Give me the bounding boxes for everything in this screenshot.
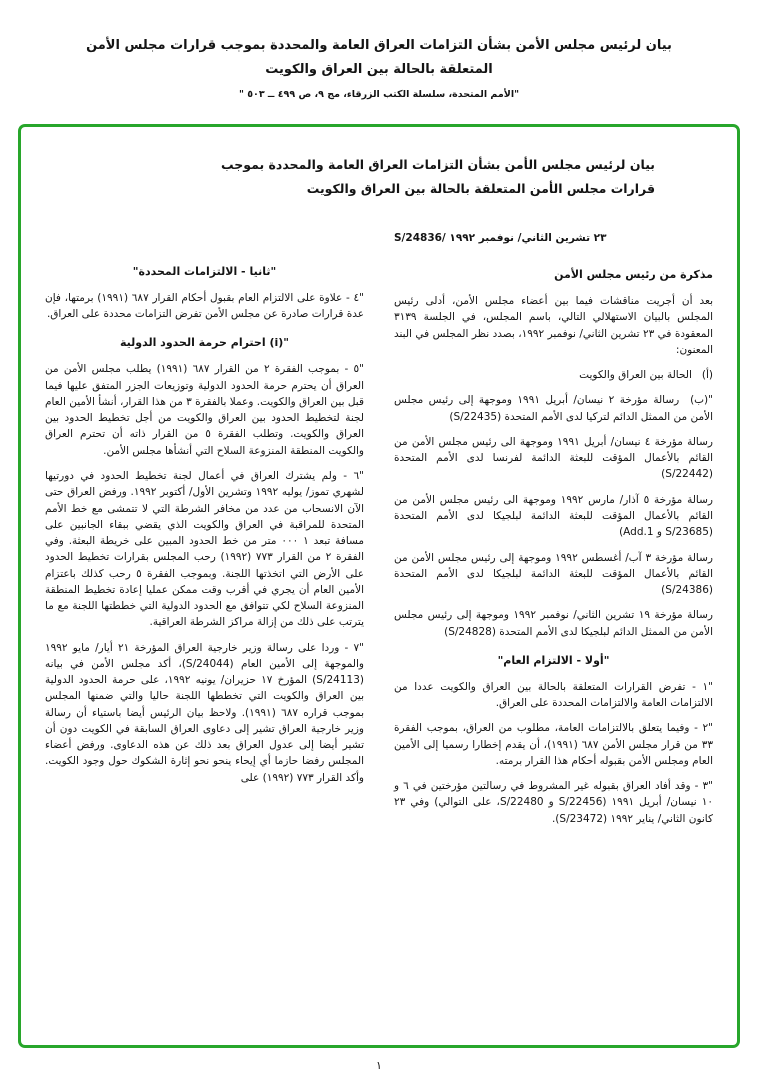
header-title [0,34,758,82]
agenda-item-a: (أ) الحالة بين العراق والكويت [579,369,713,382]
header-source-citation: "الأمم المتحدة، سلسلة الكتب الزرقاء، مج ٩، ص ٤٩٩ ــ ٥٠٣ " [238,89,520,101]
memo-intro-paragraph: بعد أن أجريت مناقشات فيما بين أعضاء مجلس الأمن، أدلى رئيس المجلس بالبيان الاستهلالي التالي، باسم المجلس، في الجلسة ٣١٣٩ المعقودة في ٢٣ تشرين الثاني/ نوفمبر ١٩٩٢، بصدد نظر المجلس في البند المعنون: [394,295,713,356]
header-title-line1: بيان لرئيس مجلس الأمن بشأن التزامات العراق العامة والمحددة بموجب قرارات مجلس الأمن [86,38,672,53]
subsection-heading-border-inviolability: "(i) احترام حرمة الحدود الدولية [119,336,290,350]
paragraph-2: "٢ - وفيما يتعلق بالالتزامات العامة، مطلوب من العراق، بموجب الفقرة ٣٣ من قرار مجلس الأمن ٦٨٧ (١٩٩١)، أن يقدم إخطارا رسميا إلى الأمين العام ومجلس الأمن بقبوله أحكام هذا القرار برمته. [394,722,713,767]
agenda-letter-france: رسالة مؤرخة ٤ نيسان/ أبريل ١٩٩١ وموجهة الى رئيس مجلس الأمن من القائم بالأعمال المؤقت للبعثة الدائمة لفرنسا لدى الأمم المتحدة (S/22442) [394,435,713,481]
agenda-letter-belgium-3: رسالة مؤرخة ١٩ تشرين الثاني/ نوفمبر ١٩٩٢ وموجهة إلى رئيس مجلس الأمن من الممثل الدائم لبلجيكا لدى الأمم المتحدة (S/24828) [394,609,713,638]
section-heading-specific-obligations: "ثانيا - الالتزامات المحددة" [132,264,277,278]
page-number: ١ [376,1059,382,1072]
memo-heading: مذكرة من رئيس مجلس الأمن [554,268,713,282]
page-header [0,0,758,100]
paragraph-7: "٧ - وردا على رسالة وزير خارجية العراق المؤرخة ٢١ أيار/ مايو ١٩٩٢ والموجهة إلى الأمين العام (S/24044)، أكد مجلس الأمن في بيانه (S/24113) المؤرخ ١٧ حزيران/ يونيه ١٩٩٢، على حرمة الحدود الدولية بين العراق والكويت التي تخططها اللجنة حاليا والتي ضمنها المجلس بموجب قراره ٦٨٧ (١٩٩١). ولاحظ بيان الرئيس أيضا باستياء أن رسالة وزير خارجية العراق تشير إلى دعاوى العراق السابقة في الكويت دون أن تشير أيضا إلى عدول العراق بعد ذلك عن هذه الدعاوى. ورفض أعضاء المجلس رفضا حازما أي إيحاء ينحو نحو إثارة الشكوك حول وجود الكويت. وأكد القرار ٧٧٣ (١٩٩٢) على [45,641,365,784]
document-symbol-date [394,230,713,246]
right-column [394,230,713,836]
document-date: ٢٣ تشرين الثاني/ نوفمبر ١٩٩٢ [449,231,607,244]
header-title-line2: المتعلقة بالحالة بين العراق والكويت [265,62,493,78]
left-column [45,230,364,836]
agenda-letter-belgium-2: رسالة مؤرخة ٣ آب/ أغسطس ١٩٩٢ وموجهة إلى رئيس مجلس الأمن من القائم بالأعمال المؤقت للبعثة الدائمة لبلجيكا لدى الأمم المتحدة (S/24386) [394,551,713,597]
document-title-line1: بيان لرئيس مجلس الأمن بشأن التزامات العراق العامة والمحددة بموجب [221,157,655,172]
agenda-item-b: "(ب) رسالة مؤرخة ٢ نيسان/ أبريل ١٩٩١ وموجهة إلى رئيس مجلس الأمن من الممثل الدائم لتركيا لدى الأمم المتحدة (S/22435) [394,394,713,423]
paragraph-3: "٣ - وقد أفاد العراق بقبوله غير المشروط في رسالتين مؤرختين في ٦ و ١٠ نيسان/ أبريل ١٩٩١ (S/22456 و S/22480، على التوالي) وفي ٢٣ كانون الثاني/ يناير ١٩٩٢ (S/23472). [394,780,714,825]
paragraph-4: "٤ - علاوة على الالتزام العام بقبول أحكام القرار ٦٨٧ (١٩٩١) برمتها، فإن عدة قرارات صادرة عن مجلس الأمن تفرض التزامات محددة على العراق. [45,291,364,321]
document-columns [45,230,713,836]
section-heading-general-obligation: "أولا - الالتزام العام" [497,653,610,667]
agenda-letter-belgium-1: رسالة مؤرخة ٥ آذار/ مارس ١٩٩٢ وموجهة الى رئيس مجلس الأمن من القائم بالأعمال المؤقت للبعثة الدائمة لبلجيكا لدى الأمم المتحدة (S/23685 و Add.1) [394,493,713,539]
paragraph-5: "٥ - بموجب الفقرة ٢ من القرار ٦٨٧ (١٩٩١) يطلب مجلس الأمن من العراق أن يحترم حرمة الحدود الدولية وتوزيعات الجزر المتفق عليها فيما قبل بين العراق والكويت. وعملا بالفقرة ٣ من هذا القرار، أنشأ الأمين العام لجنة لتخطيط الحدود بين العراق والكويت من أجل تخطيط الحدود بين العراق والكويت. وتطلب الفقرة ٥ من القرار ذاته أن تحترم العراق والكويت المنطقة المنزوعة السلاح التي أنشأها مجلس الأمن. [44,363,365,457]
document-title [45,153,713,202]
document-symbol: S/24836/ [394,231,446,244]
paragraph-6: "٦ - ولم يشترك العراق في أعمال لجنة تخطيط الحدود في دورتيها لشهري تموز/ يوليه ١٩٩٢ وتشرين الأول/ أكتوبر ١٩٩٢. ورفض العراق حتى الآن الانسحاب من عدد من مخافر الشرطة التي لا تتمشى مع خط الأمم المتحدة للمراقبة في العراق والكويت الذي يقضي ببقاء الجانبين على مسافة تبعد ١ ٠٠٠ متر من خط الحدود المبين على خريطة البعثة. وفي الفقرة ٢ من القرار ٧٧٣ (١٩٩٢) رحب المجلس بقرارات تخطيط الحدود على الأرض التي اتخذتها اللجنة. وبموجب الفقرة ٥ رحب كذلك باعتزام الأمين العام أن يجري في أقرب وقت ممكن عمليا إعادة تخطيط المنطقة المنزوعة السلاح لكي تتوافق مع الحدود الدولية التي خططتها اللجنة مع ما يترتب على ذلك من إزالة مراكز الشرطة العراقية. [45,469,365,629]
document-title-line2: قرارات مجلس الأمن المتعلقة بالحالة بين العراق والكويت [306,181,655,197]
document-frame [18,124,740,1048]
paragraph-1: "١ - تفرض القرارات المتعلقة بالحالة بين العراق والكويت عددا من الالتزامات العامة والالتزامات المحددة على العراق. [394,680,713,710]
